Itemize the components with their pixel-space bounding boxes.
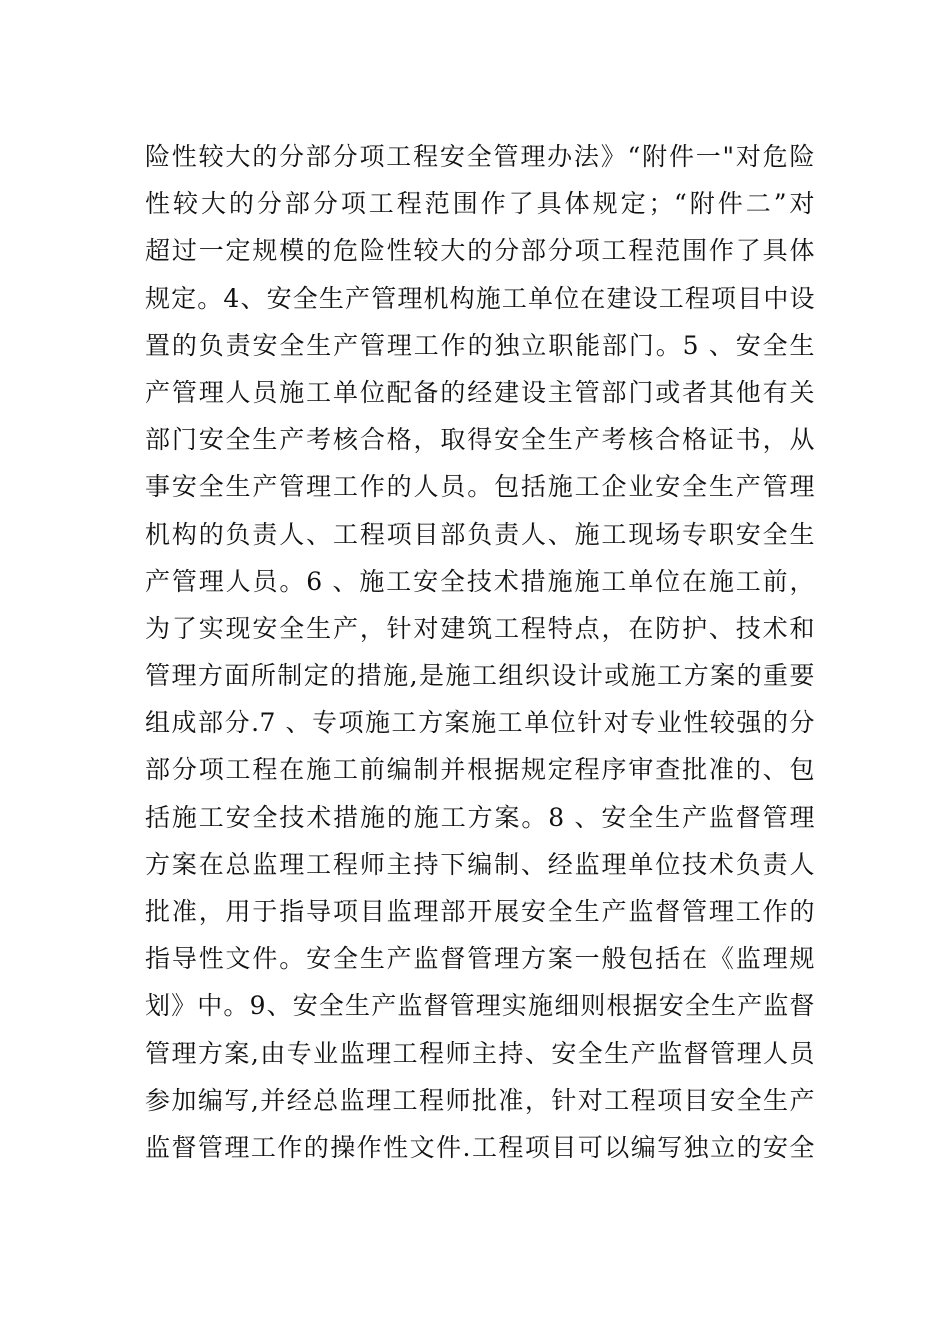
text-line-13: 组成部分.7 、专项施工方案施工单位针对专业性较强的分	[145, 708, 815, 738]
text-line-10: 产管理人员。6 、施工安全技术措施施工单位在施工前，	[145, 566, 815, 596]
text-line-8: 事安全生产管理工作的人员。包括施工企业安全生产管理	[145, 472, 815, 502]
text-line-14: 部分项工程在施工前编制并根据规定程序审查批准的、包	[145, 755, 815, 785]
text-line-19: 划》中。9、安全生产监督管理实施细则根据安全生产监督	[145, 991, 815, 1021]
text-line-3: 超过一定规模的危险性较大的分部分项工程范围作了具体	[145, 236, 815, 266]
text-line-15: 括施工安全技术措施的施工方案。8 、安全生产监督管理	[145, 802, 815, 832]
text-line-4: 规定。4、安全生产管理机构施工单位在建设工程项目中设	[145, 283, 815, 313]
text-line-22: 监督管理工作的操作性文件.工程项目可以编写独立的安全	[145, 1132, 815, 1162]
text-line-20: 管理方案,由专业监理工程师主持、安全生产监督管理人员	[145, 1038, 815, 1068]
text-line-7: 部门安全生产考核合格，取得安全生产考核合格证书，从	[145, 425, 815, 455]
text-line-11: 为了实现安全生产，针对建筑工程特点，在防护、技术和	[145, 613, 815, 643]
text-line-18: 指导性文件。安全生产监督管理方案一般包括在《监理规	[145, 944, 815, 974]
text-line-6: 产管理人员施工单位配备的经建设主管部门或者其他有关	[145, 377, 815, 407]
text-line-1: 险性较大的分部分项工程安全管理办法》“附件一"对危险	[145, 142, 815, 171]
body-text	[145, 133, 815, 1171]
text-line-16: 方案在总监理工程师主持下编制、经监理单位技术负责人	[145, 849, 815, 879]
text-line-12: 管理方面所制定的措施,是施工组织设计或施工方案的重要	[145, 661, 815, 691]
text-line-5: 置的负责安全生产管理工作的独立职能部门。5 、安全生	[145, 330, 815, 360]
text-line-9: 机构的负责人、工程项目部负责人、施工现场专职安全生	[145, 519, 815, 549]
text-line-2: 性较大的分部分项工程范围作了具体规定；“附件二”对	[145, 189, 815, 219]
text-line-17: 批准，用于指导项目监理部开展安全生产监督管理工作的	[145, 897, 815, 926]
text-line-21: 参加编写,并经总监理工程师批准，针对工程项目安全生产	[145, 1085, 815, 1115]
